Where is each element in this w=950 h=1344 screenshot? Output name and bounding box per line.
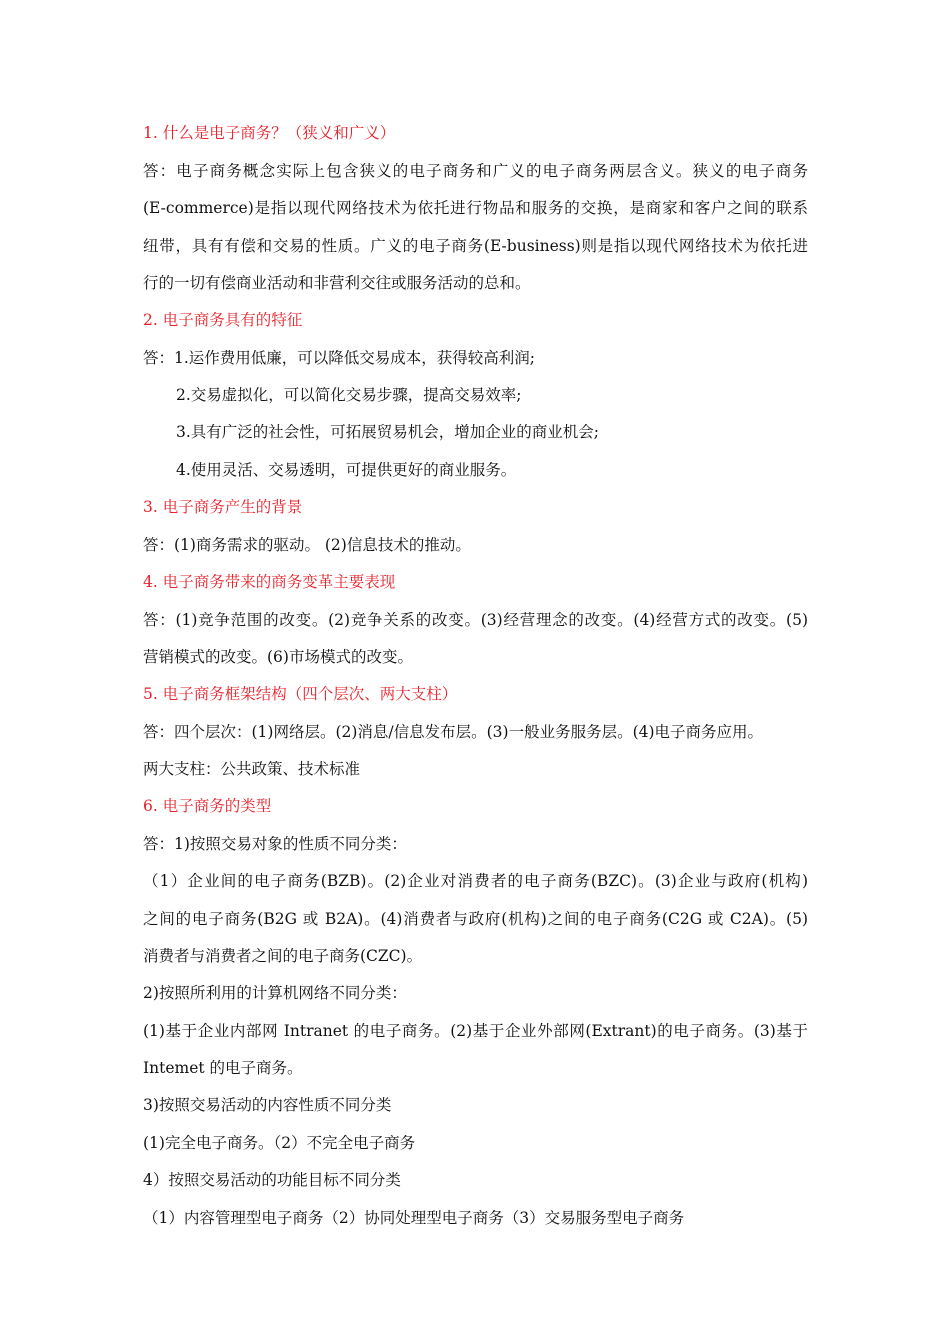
answer-6-line-10: 4）按照交易活动的功能目标不同分类 bbox=[143, 1171, 401, 1189]
answer-1-line-3: 纽带，具有有偿和交易的性质。广义的电子商务(E-business)则是指以现代网络技术为依托进 bbox=[143, 237, 808, 255]
answer-6-line-2: （1）企业间的电子商务(BZB)。(2)企业对消费者的电子商务(BZC)。(3)企业与政府(机构) bbox=[143, 872, 808, 890]
answer-6-line-3: 之间的电子商务(B2G 或 B2A)。(4)消费者与政府(机构)之间的电子商务(C2G 或 C2A)。(5) bbox=[143, 910, 808, 928]
answer-2-line-3: 3.具有广泛的社会性，可拓展贸易机会，增加企业的商业机会; bbox=[176, 423, 600, 441]
answer-4-line-2: 营销模式的改变。(6)市场模式的改变。 bbox=[143, 648, 413, 666]
question-6-title: 6. 电子商务的类型 bbox=[143, 797, 272, 815]
answer-6-line-5: 2)按照所利用的计算机网络不同分类： bbox=[143, 984, 407, 1002]
answer-1-line-2: (E-commerce)是指以现代网络技术为依托进行物品和服务的交换，是商家和客户之间的联系 bbox=[143, 199, 808, 217]
answer-1-line-1: 答：电子商务概念实际上包含狭义的电子商务和广义的电子商务两层含义。狭义的电子商务 bbox=[143, 162, 808, 180]
answer-2-line-4: 4.使用灵活、交易透明，可提供更好的商业服务。 bbox=[176, 461, 517, 479]
answer-2-line-2: 2.交易虚拟化，可以简化交易步骤，提高交易效率; bbox=[176, 386, 522, 404]
question-4-title: 4. 电子商务带来的商务变革主要表现 bbox=[143, 573, 396, 591]
answer-3-line-1: 答：(1)商务需求的驱动。 (2)信息技术的推动。 bbox=[143, 536, 471, 554]
answer-2-line-1: 答：1.运作费用低廉，可以降低交易成本，获得较高利润; bbox=[143, 349, 536, 367]
answer-6-line-6: (1)基于企业内部网 Intranet 的电子商务。(2)基于企业外部网(Extrant)的电子商务。(3)基于 bbox=[143, 1022, 808, 1040]
question-3-title: 3. 电子商务产生的背景 bbox=[143, 498, 303, 516]
answer-1-line-4: 行的一切有偿商业活动和非营利交往或服务活动的总和。 bbox=[143, 274, 531, 292]
answer-6-line-1: 答：1)按照交易对象的性质不同分类： bbox=[143, 835, 407, 853]
answer-6-line-8: 3)按照交易活动的内容性质不同分类 bbox=[143, 1096, 392, 1114]
answer-6-line-11: （1）内容管理型电子商务（2）协同处理型电子商务（3）交易服务型电子商务 bbox=[143, 1209, 685, 1227]
question-1-title: 1. 什么是电子商务？（狭义和广义） bbox=[143, 124, 396, 142]
question-5-title: 5. 电子商务框架结构（四个层次、两大支柱） bbox=[143, 685, 458, 703]
answer-4-line-1: 答：(1)竞争范围的改变。(2)竞争关系的改变。(3)经营理念的改变。(4)经营方式的改变。(5) bbox=[143, 611, 808, 629]
answer-6-line-4: 消费者与消费者之间的电子商务(CZC)。 bbox=[143, 947, 423, 965]
answer-6-line-9: (1)完全电子商务。（2）不完全电子商务 bbox=[143, 1134, 416, 1152]
answer-5-line-2: 两大支柱：公共政策、技术标准 bbox=[143, 760, 361, 778]
answer-5-line-1: 答：四个层次：(1)网络层。(2)消息/信息发布层。(3)一般业务服务层。(4)电子商务应用。 bbox=[143, 723, 764, 741]
question-2-title: 2. 电子商务具有的特征 bbox=[143, 311, 303, 329]
answer-6-line-7: Intemet 的电子商务。 bbox=[143, 1059, 303, 1077]
